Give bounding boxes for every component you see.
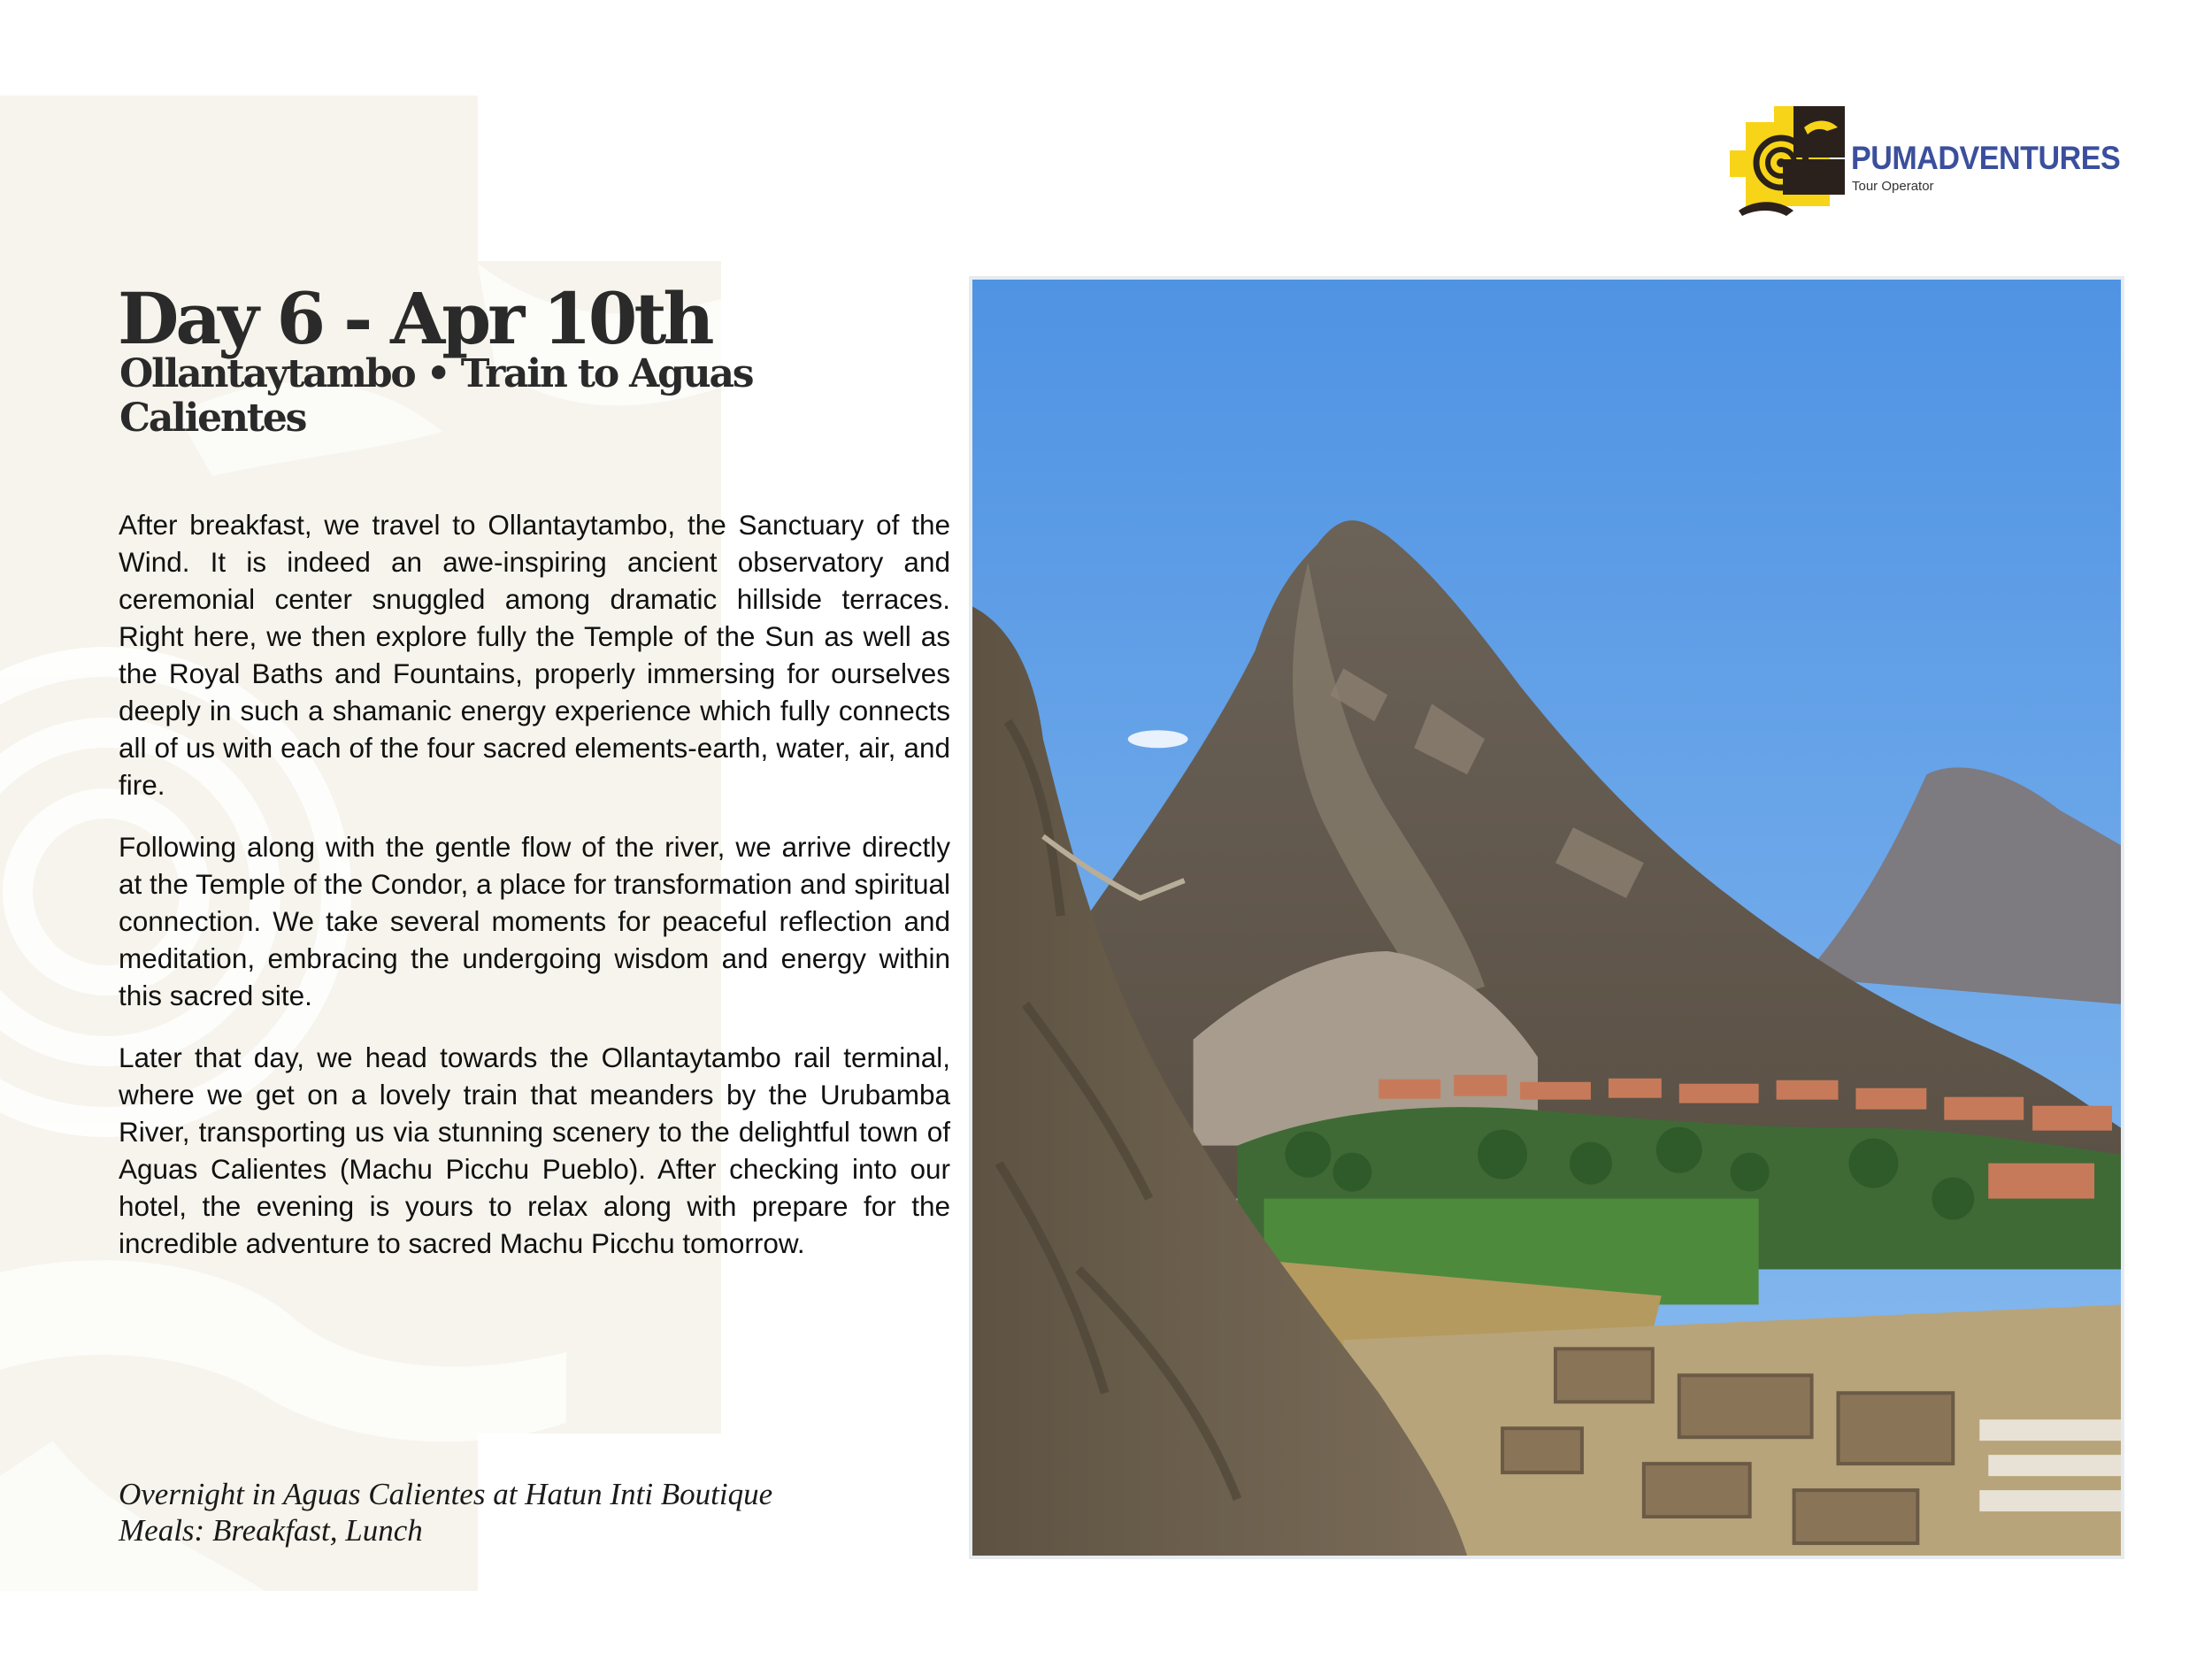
meals-note: Meals: Breakfast, Lunch (119, 1513, 423, 1548)
paragraph-train: Later that day, we head towards the Ollantaytambo rail terminal, where we get on a lovely train that meanders by the Urubamba River, transporting us via stunning scenery to the delightful town of Aguas Calientes (Machu Picchu Pueblo). After checking into our hotel, the evening is yours to relax along with prepare for the incredible adventure to sacred Machu Picchu tomorrow. (119, 1041, 950, 1259)
paragraph-ollantaytambo: After breakfast, we travel to Ollantaytambo, the Sanctuary of the Wind. It is indeed an awe-inspiring ancient observatory and ceremonial center snuggled among dramatic hillside terraces. Right here, we then explore fully the Temple of the Sun as well as the Royal Baths and Fountains, properly immersing for ourselves deeply in such a shamanic energy experience which fully connects all of us with each of the four sacred elements-earth, water, air, and fire. (119, 509, 950, 801)
overnight-note: Overnight in Aguas Calientes at Hatun Inti Boutique (119, 1477, 773, 1511)
ollantaytambo-landscape-photo (969, 276, 2124, 1559)
logo-brand-name: PUMADVENTURES (1851, 140, 2121, 176)
page-title: Day 6 - Apr 10th (118, 277, 711, 360)
company-logo (1730, 106, 2119, 221)
landscape-illustration (972, 280, 2121, 1556)
puma-logo-icon (1730, 106, 1845, 221)
paragraph-temple-condor: Following along with the gentle flow of the river, we arrive directly at the Temple of the Condor, a place for transformation and spiritual connection. We take several moments for peaceful reflection and meditation, embracing the undergoing wisdom and energy within this sacred site. (119, 831, 950, 1011)
page-subtitle: Ollantaytambo • Train to Aguas Calientes (119, 351, 753, 441)
itinerary-description (119, 506, 950, 1287)
accommodation-notes (119, 1476, 915, 1549)
logo-tagline: Tour Operator (1852, 179, 1934, 194)
